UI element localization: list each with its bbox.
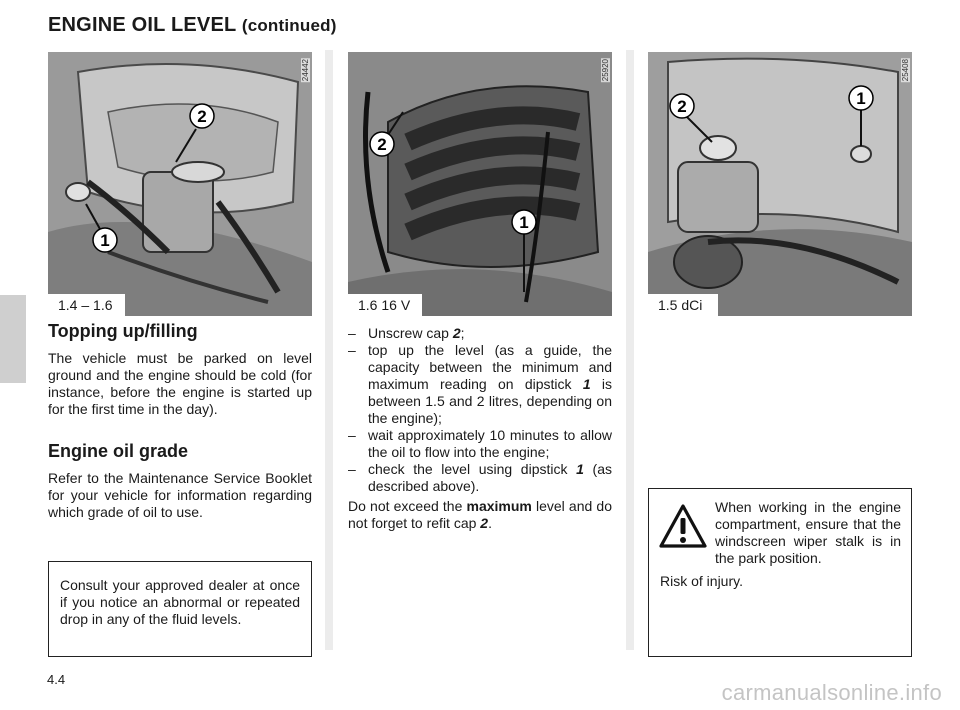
page-title-suffix: (continued) xyxy=(241,16,337,35)
step-top-up: – top up the level (as a guide, the capacity between the minimum and maximum reading on dipstick 1 is between 1.5 and 2 litres, depending on the engine); xyxy=(348,342,612,427)
engine-illustration-1 xyxy=(48,52,312,316)
oil-grade-heading: Engine oil grade xyxy=(48,441,189,461)
callout-2: 2 xyxy=(197,107,207,126)
engine-photo-1-5-dci xyxy=(648,52,912,316)
dealer-note-box xyxy=(48,561,312,657)
engine-illustration-2 xyxy=(348,52,612,316)
callout-1: 1 xyxy=(856,89,866,108)
final-instruction: Do not exceed the maximum level and do not forget to refit cap 2. xyxy=(348,498,612,531)
dealer-note-text: Consult your approved dealer at once if you notice an abnormal or repeated drop in any of the fluid levels. xyxy=(60,577,300,627)
image-code: 24442 xyxy=(301,59,310,82)
page-title-main: ENGINE OIL LEVEL xyxy=(48,14,237,36)
engine-photo-1-4-1-6 xyxy=(48,52,312,316)
oil-grade-text: Refer to the Maintenance Service Booklet for your vehicle for information regarding which grade of oil to use. xyxy=(48,470,312,520)
warning-triangle-icon xyxy=(658,503,708,549)
photo-caption: 1.5 dCi xyxy=(648,294,718,316)
step-wait: – wait approximately 10 minutes to allow the oil to flow into the engine; xyxy=(348,427,612,461)
photo-caption: 1.6 16 V xyxy=(348,294,422,316)
section-tab xyxy=(0,295,26,383)
callout-1: 1 xyxy=(100,231,110,250)
risk-of-injury-text: Risk of injury. xyxy=(660,573,743,589)
image-code: 25408 xyxy=(901,59,910,82)
page-number: 4.4 xyxy=(47,672,66,687)
callout-2: 2 xyxy=(377,135,387,154)
column-divider-left xyxy=(325,50,333,650)
photo-caption: 1.4 – 1.6 xyxy=(48,294,125,316)
callout-2: 2 xyxy=(677,97,687,116)
warning-text: When working in the engine compartment, ensure that the windscreen wiper stalk is in the park position. xyxy=(715,499,901,566)
page-title xyxy=(48,14,337,37)
step-check-level: – check the level using dipstick 1 (as described above). xyxy=(348,461,612,495)
engine-photo-1-6-16v xyxy=(348,52,612,316)
topping-up-text: The vehicle must be parked on level ground and the engine should be cold (for instance, before the engine is started up for the first time in the day). xyxy=(48,350,312,417)
engine-illustration-3 xyxy=(648,52,912,316)
column-divider-right xyxy=(626,50,634,650)
warning-box xyxy=(648,488,912,657)
image-code: 25920 xyxy=(601,59,610,82)
callout-1: 1 xyxy=(519,213,529,232)
steps-list xyxy=(348,325,612,495)
step-unscrew-cap: – Unscrew cap 2; xyxy=(348,325,612,342)
topping-up-heading: Topping up/filling xyxy=(48,321,198,341)
watermark: carmanualsonline.info xyxy=(721,680,942,705)
